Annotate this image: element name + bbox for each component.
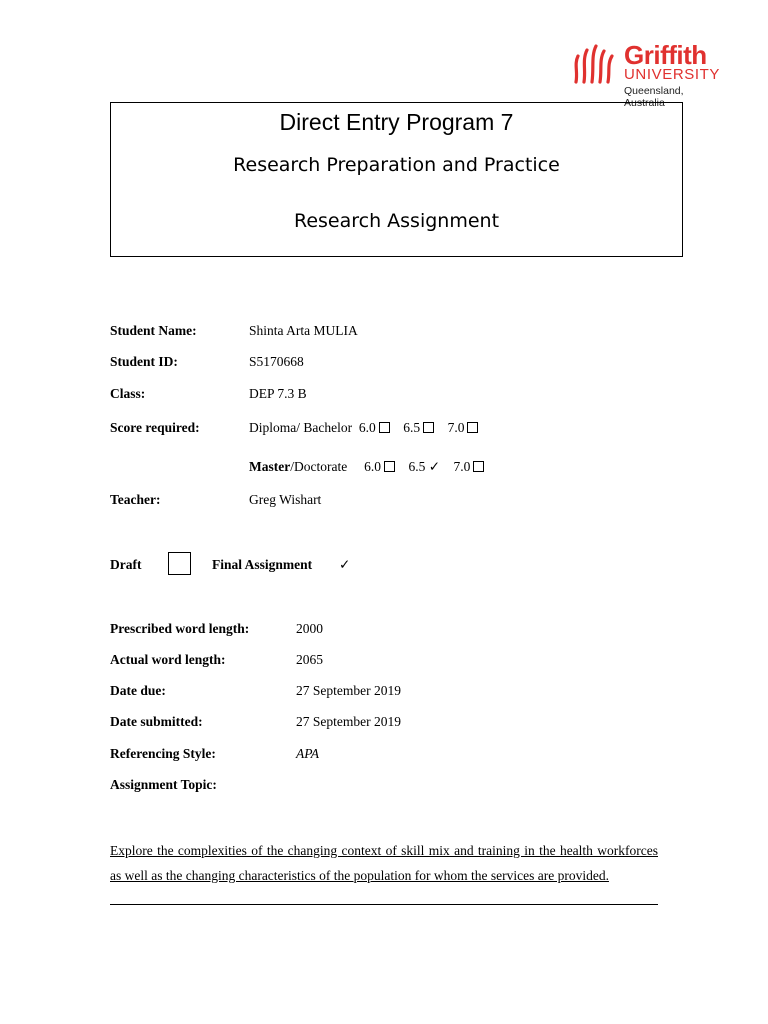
griffith-flame-icon (572, 44, 620, 84)
draft-label: Draft (110, 557, 142, 572)
student-name-label: Student Name: (110, 323, 197, 338)
final-assignment-label: Final Assignment (212, 557, 313, 572)
logo-name: Griffith (624, 40, 707, 70)
student-id-label: Student ID: (110, 354, 178, 369)
final-checkmark-icon: ✓ (339, 557, 351, 572)
score-row-diploma (249, 419, 478, 437)
griffith-logo (556, 40, 720, 108)
master-label-rest: /Doctorate (290, 459, 348, 474)
date-submitted-value: 27 September 2019 (296, 714, 401, 729)
checkmark-icon: ✓ (428, 459, 441, 474)
checkbox-icon (384, 461, 395, 472)
course-title: Research Preparation and Practice (233, 154, 560, 176)
master-option-7-0: 7.0 (453, 459, 471, 474)
checkbox-icon (423, 422, 434, 433)
draft-checkbox (168, 552, 191, 575)
class-value: DEP 7.3 B (249, 386, 307, 401)
student-name-value: Shinta Arta MULIA (249, 323, 358, 338)
date-due-label: Date due: (110, 683, 166, 698)
date-due-value: 27 September 2019 (296, 683, 401, 698)
actual-length-value: 2065 (296, 652, 323, 667)
student-id-value: S5170668 (249, 354, 304, 369)
logo-location: Queensland, Australia (624, 85, 684, 109)
assignment-title: Research Assignment (293, 210, 500, 232)
actual-length-label: Actual word length: (110, 652, 226, 667)
checkbox-icon (379, 422, 390, 433)
referencing-style-label: Referencing Style: (110, 746, 216, 761)
master-option-6-0: 6.0 (364, 459, 381, 474)
logo-subtitle: UNIVERSITY (624, 66, 721, 83)
prescribed-length-value: 2000 (296, 621, 323, 636)
master-option-6-5: 6.5 (408, 459, 426, 474)
score-row-master (249, 458, 484, 476)
title-box (110, 102, 683, 257)
diploma-option-6-5: 6.5 (403, 420, 421, 435)
class-label: Class: (110, 386, 146, 401)
prescribed-length-label: Prescribed word length: (110, 621, 250, 636)
teacher-value: Greg Wishart (249, 492, 322, 507)
teacher-label: Teacher: (110, 492, 161, 507)
diploma-option-7-0: 7.0 (447, 420, 465, 435)
date-submitted-label: Date submitted: (110, 714, 203, 729)
assignment-topic-label: Assignment Topic: (110, 777, 217, 792)
assignment-topic-text: Explore the complexities of the changing context of skill mix and training in the health workforces as well as the changing characteristics of the population for whom the services are provided. (110, 843, 658, 883)
checkbox-icon (467, 422, 478, 433)
program-title: Direct Entry Program 7 (279, 109, 514, 135)
topic-underline (110, 904, 658, 905)
diploma-label: Diploma/ Bachelor (249, 420, 353, 435)
master-label-bold: Master (249, 459, 291, 474)
diploma-option-6-0: 6.0 (358, 420, 376, 435)
checkbox-icon (473, 461, 484, 472)
referencing-style-value: APA (296, 746, 319, 761)
score-required-label: Score required: (110, 420, 200, 435)
